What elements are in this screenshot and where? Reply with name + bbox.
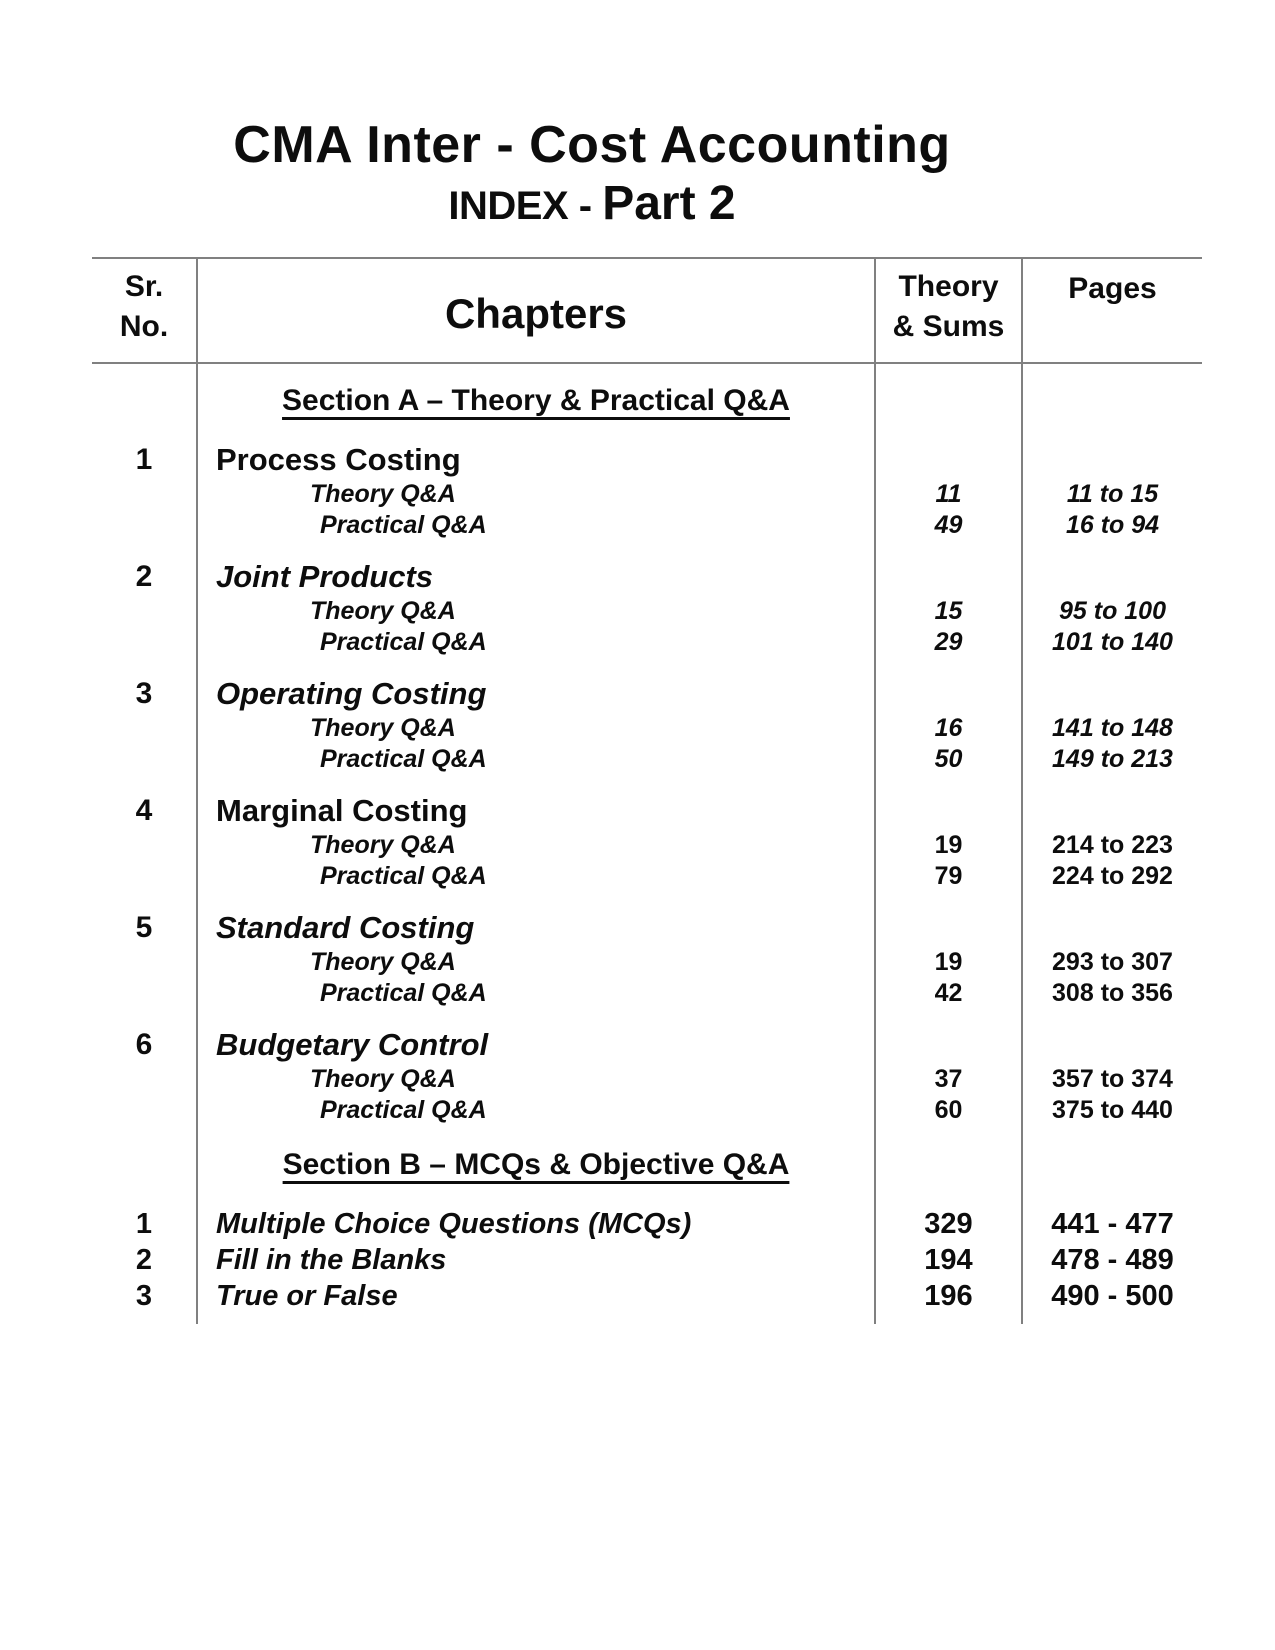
page-range: 293 to 307: [1052, 948, 1173, 977]
chapter-title: Process Costing: [216, 442, 461, 478]
theory-sums-count: 49: [934, 511, 963, 540]
spacer-row: [92, 1188, 1202, 1206]
section-heading: Section A – Theory & Practical Q&A: [282, 384, 790, 418]
chapter-title: Standard Costing: [216, 910, 475, 946]
table-header-row: [92, 259, 1202, 364]
theory-sums-count: 50: [934, 745, 963, 774]
item-title: Fill in the Blanks: [216, 1243, 447, 1276]
section-heading: Section B – MCQs & Objective Q&A: [282, 1148, 790, 1182]
theory-sums-count: 42: [934, 979, 963, 1008]
theory-header-line2: & Sums: [892, 310, 1005, 344]
page-range: 101 to 140: [1052, 628, 1173, 657]
sr-header-line2: No.: [119, 310, 169, 344]
spacer-row: [92, 1314, 1202, 1324]
column-header-pages: [1023, 259, 1202, 362]
sub-row-label: Theory Q&A: [310, 714, 456, 743]
theory-sums-count: 37: [934, 1065, 963, 1094]
theory-sums-count: 16: [934, 714, 963, 743]
theory-header-line1: Theory: [898, 270, 999, 304]
chapter-sub-row: [92, 713, 1202, 744]
sub-row-label: Practical Q&A: [320, 745, 487, 774]
theory-sums-count: 19: [934, 948, 963, 977]
page-range: 490 - 500: [1051, 1279, 1174, 1312]
chapter-title-row: [92, 792, 1202, 830]
chapter-number: 5: [135, 911, 153, 945]
objective-item-row: [92, 1206, 1202, 1242]
chapter-sub-row: [92, 510, 1202, 541]
chapter-sub-row: [92, 978, 1202, 1009]
page-range: 478 - 489: [1051, 1243, 1174, 1276]
chapter-sub-row: [92, 861, 1202, 892]
chapter-sub-row: [92, 1095, 1202, 1126]
spacer-row: [92, 892, 1202, 909]
theory-sums-count: 79: [934, 862, 963, 891]
sub-row-label: Theory Q&A: [310, 1065, 456, 1094]
item-title: True or False: [216, 1279, 398, 1312]
document-subtitle: [37, 178, 1147, 231]
chapter-sub-row: [92, 479, 1202, 510]
spacer-row: [92, 364, 1202, 378]
theory-sums-count: 11: [935, 480, 962, 509]
theory-sums-count: 60: [934, 1096, 963, 1125]
document-title: CMA Inter - Cost Accounting: [233, 116, 951, 174]
chapter-sub-row: [92, 744, 1202, 775]
objective-item-row: [92, 1278, 1202, 1314]
subtitle-part-label: Part 2: [602, 177, 736, 231]
section-heading-row: [92, 1142, 1202, 1188]
sub-row-label: Theory Q&A: [310, 831, 456, 860]
title-block: [37, 116, 1147, 231]
page-range: 11 to 15: [1066, 480, 1159, 509]
spacer-row: [92, 541, 1202, 558]
chapter-title: Marginal Costing: [216, 793, 468, 829]
pages-header-label: Pages: [1068, 272, 1157, 306]
page-range: 308 to 356: [1052, 979, 1173, 1008]
theory-sums-count: 196: [924, 1279, 973, 1312]
spacer-row: [92, 1009, 1202, 1026]
page-range: 214 to 223: [1052, 831, 1173, 860]
page-range: 95 to 100: [1058, 597, 1166, 626]
theory-sums-count: 19: [934, 831, 963, 860]
chapter-title: Operating Costing: [216, 676, 487, 712]
theory-sums-count: 194: [924, 1243, 973, 1276]
page-range: 16 to 94: [1065, 511, 1160, 540]
column-header-chapters: [198, 259, 876, 362]
chapter-sub-row: [92, 947, 1202, 978]
chapter-title-row: [92, 441, 1202, 479]
sub-row-label: Practical Q&A: [320, 628, 487, 657]
chapter-sub-row: [92, 830, 1202, 861]
sub-row-label: Practical Q&A: [320, 511, 487, 540]
sub-row-label: Theory Q&A: [310, 597, 456, 626]
item-number: 1: [135, 1207, 153, 1240]
page-range: 224 to 292: [1052, 862, 1173, 891]
index-table: [92, 257, 1202, 1324]
chapter-number: 1: [135, 443, 153, 477]
chapter-number: 3: [135, 677, 153, 711]
chapter-number: 4: [135, 794, 153, 828]
chapter-title-row: [92, 909, 1202, 947]
sub-row-label: Theory Q&A: [310, 480, 456, 509]
page-range: 149 to 213: [1052, 745, 1173, 774]
theory-sums-count: 29: [934, 628, 963, 657]
subtitle-index-label: INDEX -: [448, 184, 603, 229]
chapter-title-row: [92, 1026, 1202, 1064]
page-range: 441 - 477: [1051, 1207, 1174, 1240]
chapter-number: 6: [135, 1028, 153, 1062]
item-title: Multiple Choice Questions (MCQs): [216, 1207, 692, 1240]
page-range: 141 to 148: [1052, 714, 1173, 743]
objective-item-row: [92, 1242, 1202, 1278]
table-body: [92, 364, 1202, 1324]
spacer-row: [92, 424, 1202, 441]
chapter-title: Budgetary Control: [216, 1027, 489, 1063]
page-range: 357 to 374: [1052, 1065, 1173, 1094]
chapter-sub-row: [92, 1064, 1202, 1095]
theory-sums-count: 15: [934, 597, 963, 626]
chapter-title-row: [92, 558, 1202, 596]
sr-header-line1: Sr.: [124, 270, 164, 304]
spacer-row: [92, 775, 1202, 792]
spacer-row: [92, 1126, 1202, 1142]
item-number: 2: [135, 1243, 153, 1276]
chapters-header-label: Chapters: [444, 289, 628, 337]
item-number: 3: [135, 1279, 153, 1312]
spacer-row: [92, 658, 1202, 675]
column-header-theory-sums: [876, 259, 1023, 362]
chapter-sub-row: [92, 627, 1202, 658]
chapter-number: 2: [135, 560, 153, 594]
column-header-sr-no: [92, 259, 198, 362]
chapter-sub-row: [92, 596, 1202, 627]
sub-row-label: Practical Q&A: [320, 862, 487, 891]
section-heading-row: [92, 378, 1202, 424]
page-range: 375 to 440: [1052, 1096, 1173, 1125]
sub-row-label: Practical Q&A: [320, 979, 487, 1008]
theory-sums-count: 329: [924, 1207, 973, 1240]
sub-row-label: Theory Q&A: [310, 948, 456, 977]
sub-row-label: Practical Q&A: [320, 1096, 487, 1125]
chapter-title-row: [92, 675, 1202, 713]
chapter-title: Joint Products: [216, 559, 434, 595]
